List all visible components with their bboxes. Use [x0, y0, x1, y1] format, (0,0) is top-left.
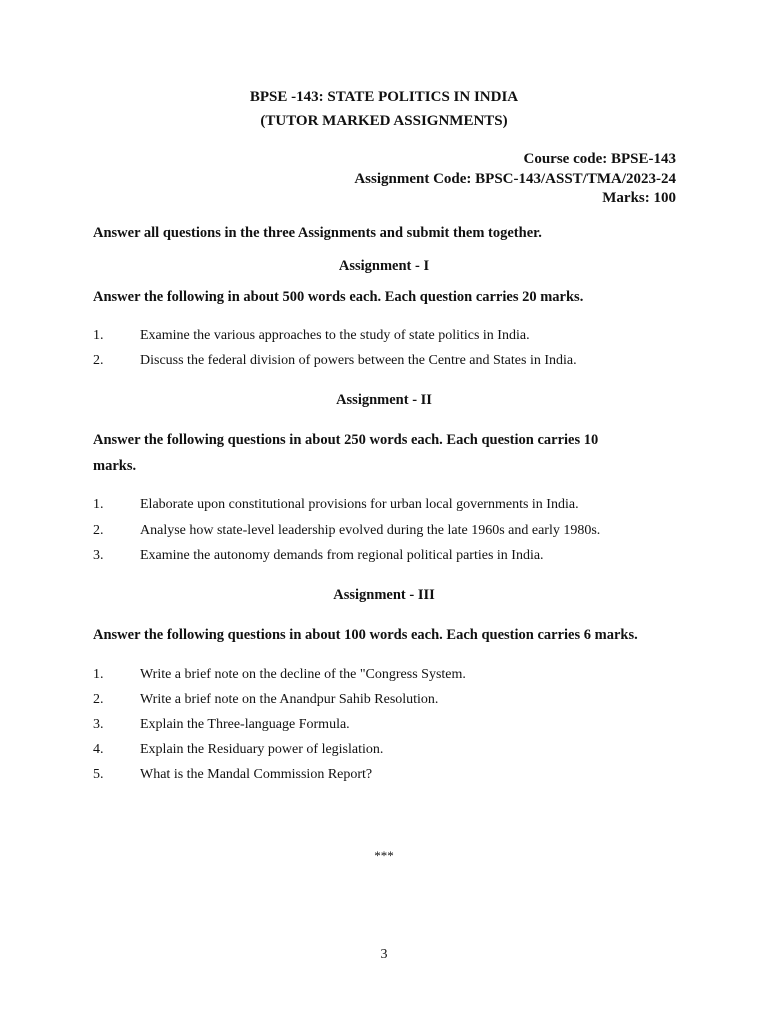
question-text: Discuss the federal division of powers between the Centre and States in India.	[140, 353, 577, 368]
assignment-1-instruction: Answer the following in about 500 words each. Each question carries 20 marks.	[93, 289, 584, 305]
assignment-2-instruction: Answer the following questions in about 250 words each. Each question carries 10	[93, 432, 599, 448]
question-number: 3.	[93, 717, 104, 732]
question-number: 5.	[93, 767, 104, 782]
question-number: 2.	[93, 353, 104, 368]
assignment-2-heading: Assignment - II	[336, 392, 432, 408]
assignment-3-instruction: Answer the following questions in about 100 words each. Each question carries 6 marks.	[93, 627, 638, 643]
assignment-code: Assignment Code: BPSC-143/ASST/TMA/2023-24	[354, 171, 676, 187]
total-marks: Marks: 100	[602, 190, 676, 206]
question-text: Explain the Three-language Formula.	[140, 717, 350, 732]
question-number: 1.	[93, 667, 104, 682]
assignment-3-heading: Assignment - III	[333, 587, 435, 603]
question-text: Write a brief note on the Anandpur Sahib Resolution.	[140, 692, 439, 707]
question-text: Explain the Residuary power of legislation.	[140, 742, 384, 757]
end-marker: ***	[374, 848, 394, 863]
question-number: 1.	[93, 497, 104, 512]
page-number: 3	[380, 947, 388, 962]
general-instruction: Answer all questions in the three Assignments and submit them together.	[93, 225, 542, 241]
assignment-1-heading: Assignment - I	[338, 258, 430, 274]
question-text: What is the Mandal Commission Report?	[140, 767, 373, 782]
question-number: 3.	[93, 548, 104, 563]
question-number: 4.	[93, 742, 104, 757]
course-code: Course code: BPSE-143	[523, 151, 676, 167]
document-subtitle: (TUTOR MARKED ASSIGNMENTS)	[260, 113, 508, 129]
document-title: BPSE -143: STATE POLITICS IN INDIA	[249, 89, 519, 105]
question-text: Analyse how state-level leadership evolved during the late 1960s and early 1980s.	[140, 523, 601, 538]
question-number: 2.	[93, 692, 104, 707]
question-number: 2.	[93, 523, 104, 538]
question-text: Elaborate upon constitutional provisions for urban local governments in India.	[140, 497, 579, 512]
question-text: Write a brief note on the decline of the "Congress System.	[140, 667, 466, 682]
question-text: Examine the autonomy demands from regional political parties in India.	[140, 548, 544, 563]
assignment-2-instruction-cont: marks.	[93, 458, 137, 474]
question-number: 1.	[93, 328, 104, 343]
question-text: Examine the various approaches to the study of state politics in India.	[140, 328, 530, 343]
